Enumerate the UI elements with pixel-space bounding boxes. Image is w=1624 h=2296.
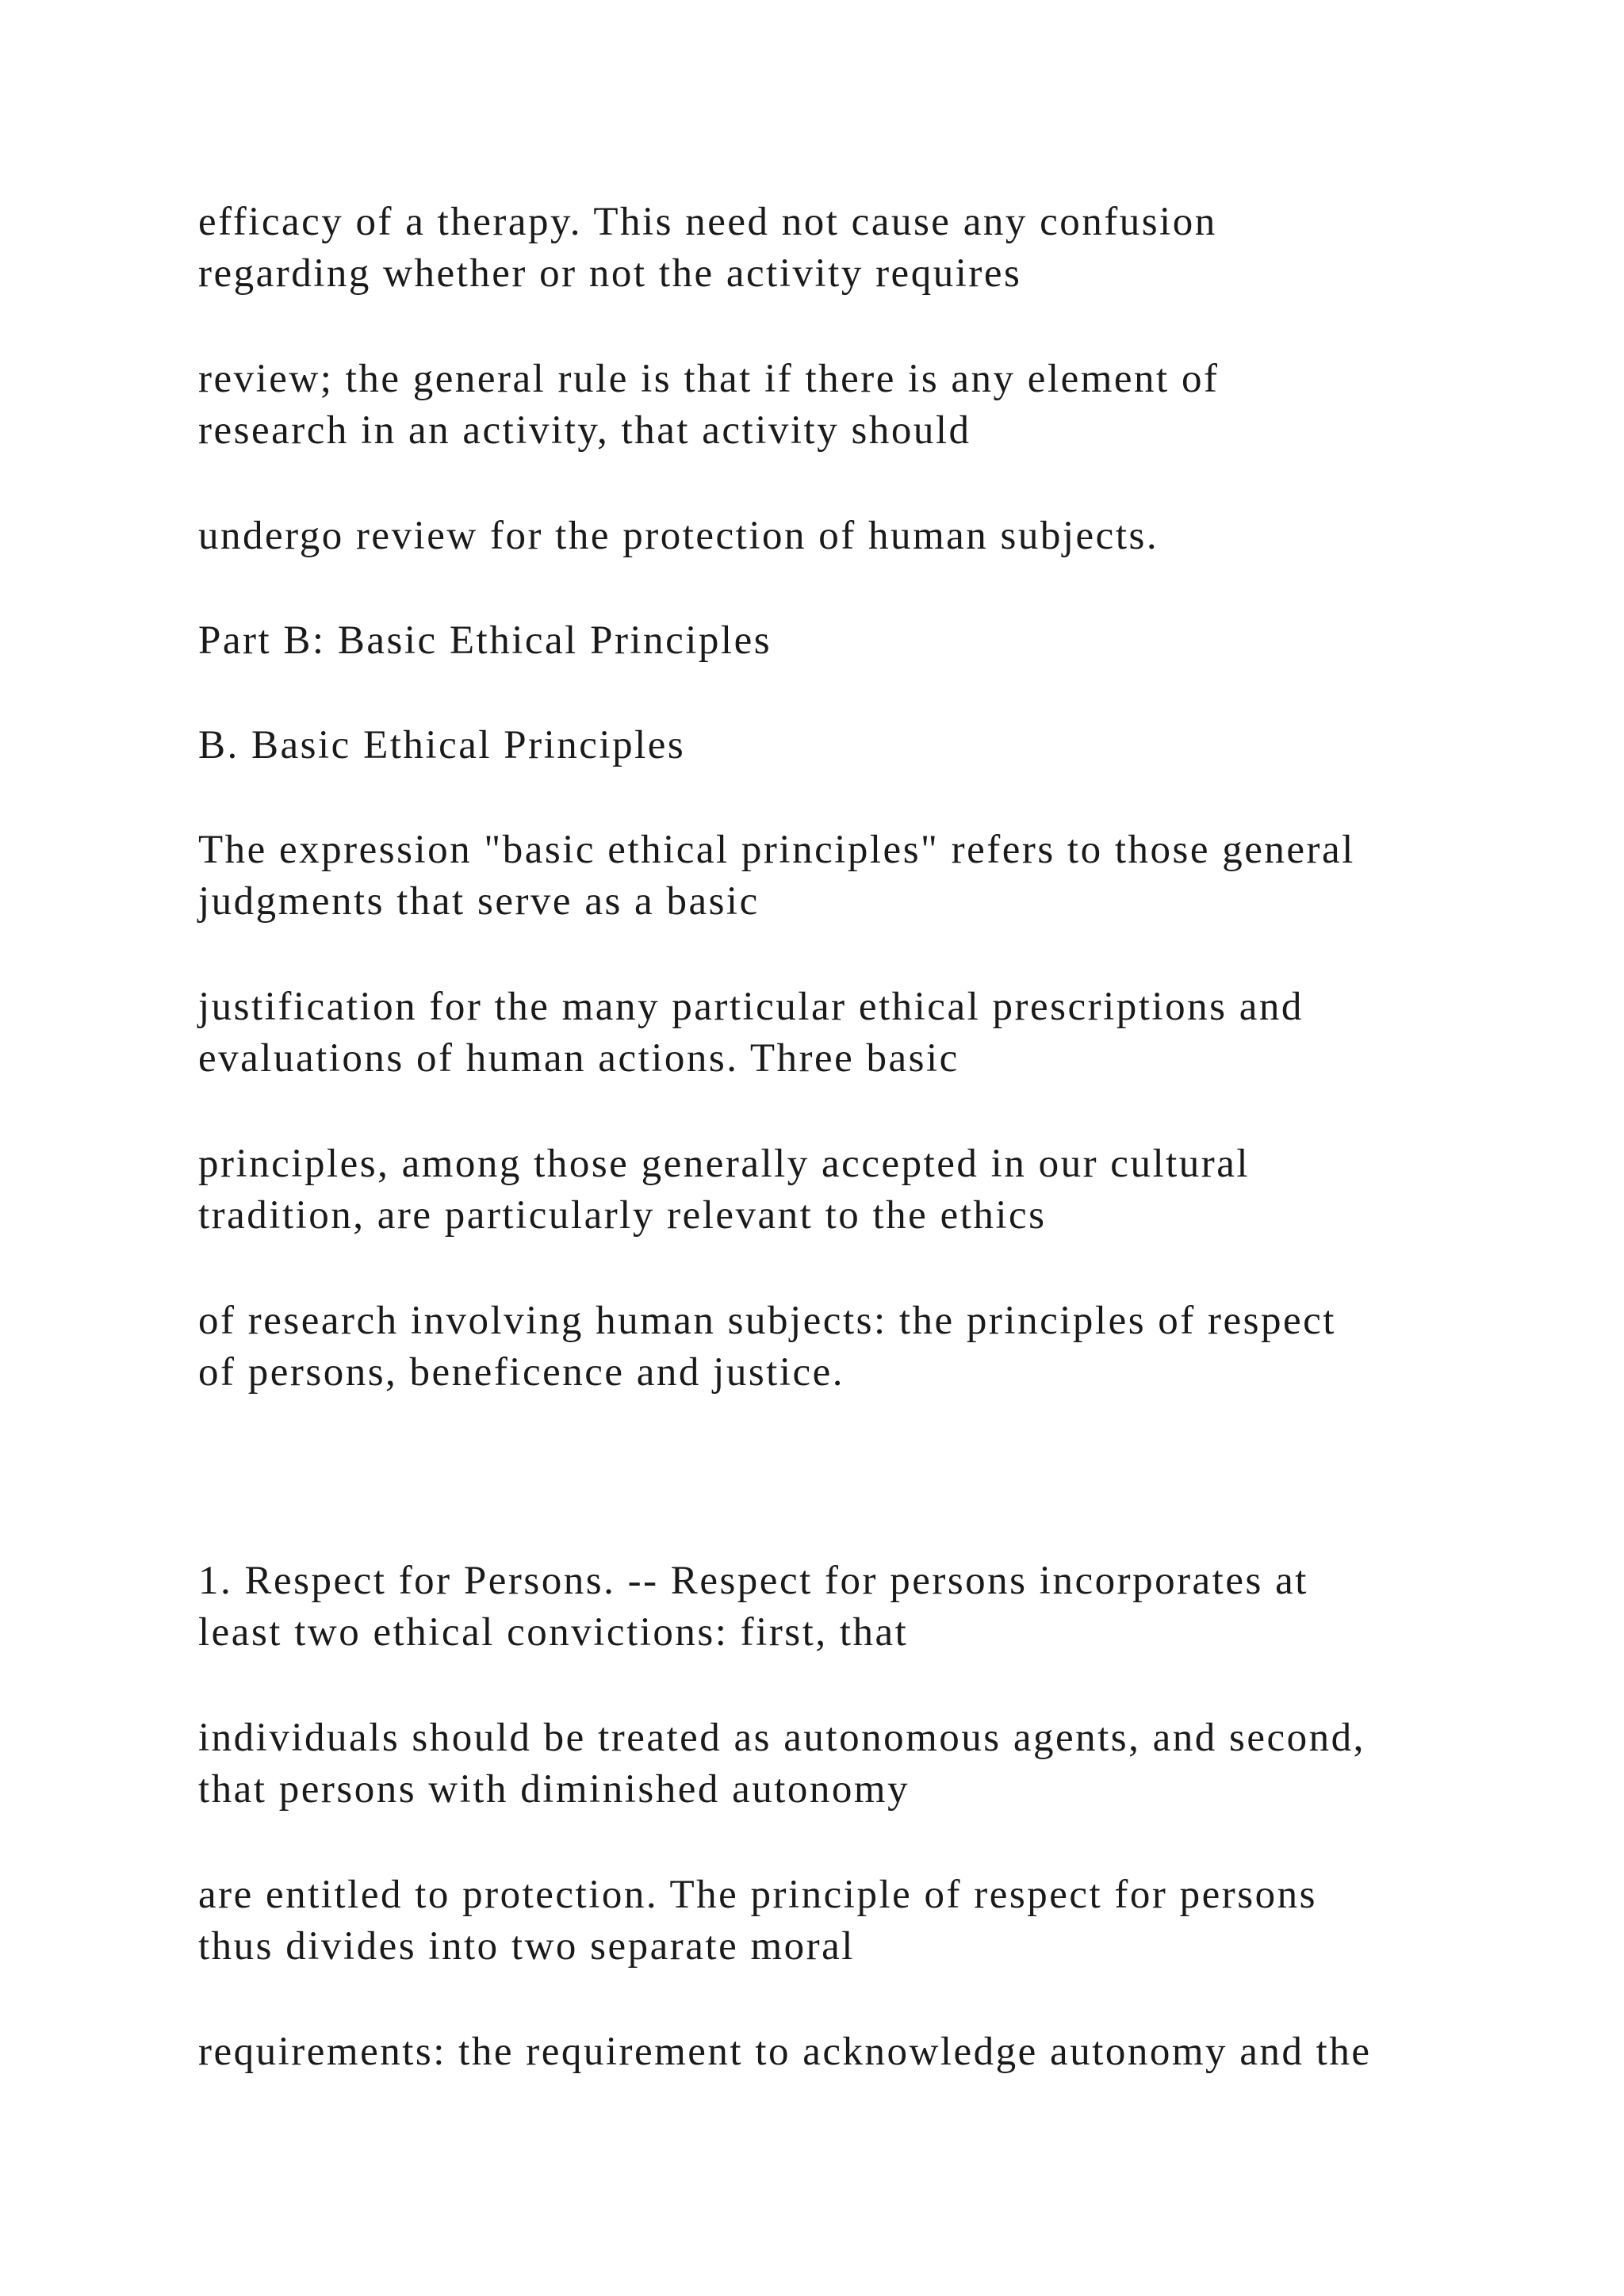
text-line: justification for the many particular ethical prescriptions and (198, 985, 1304, 1029)
paragraph (198, 825, 1546, 928)
section-heading (198, 720, 1546, 771)
text-line: of persons, beneficence and justice. (198, 1350, 845, 1395)
paragraph (198, 197, 1546, 300)
text-line: review; the general rule is that if there is any element of (198, 357, 1220, 401)
text-line: tradition, are particularly relevant to the ethics (198, 1193, 1047, 1238)
paragraph (198, 1295, 1546, 1399)
paragraph (198, 354, 1546, 457)
text-line: requirements: the requirement to acknowledge autonomy and the (198, 2030, 1372, 2074)
text-line: of research involving human subjects: the principles of respect (198, 1299, 1336, 1343)
text-line: undergo review for the protection of human subjects. (198, 514, 1159, 558)
text-line: 1. Respect for Persons. -- Respect for persons incorporates at (198, 1559, 1308, 1603)
paragraph (198, 511, 1546, 562)
paragraph (198, 982, 1546, 1085)
text-line: judgments that serve as a basic (198, 879, 760, 924)
paragraph (198, 2026, 1546, 2078)
text-line: evaluations of human actions. Three basic (198, 1036, 959, 1081)
text-line: individuals should be treated as autonomous agents, and second, (198, 1716, 1365, 1760)
text-line: least two ethical convictions: first, that (198, 1610, 909, 1655)
text-line: regarding whether or not the activity requires (198, 251, 1022, 296)
text-line: that persons with diminished autonomy (198, 1767, 910, 1812)
text-line: research in an activity, that activity should (198, 408, 971, 453)
text-line: are entitled to protection. The principle of respect for persons (198, 1873, 1317, 1917)
text-line: Part B: Basic Ethical Principles (198, 618, 772, 663)
paragraph (198, 1138, 1546, 1242)
text-line: B. Basic Ethical Principles (198, 723, 686, 767)
paragraph (198, 1869, 1546, 1973)
section-heading (198, 615, 1546, 667)
paragraph (198, 1712, 1546, 1816)
text-line: thus divides into two separate moral (198, 1924, 855, 1969)
paragraph (198, 1556, 1546, 1659)
text-line: The expression "basic ethical principles" refers to those general (198, 828, 1355, 872)
text-line: efficacy of a therapy. This need not cause any confusion (198, 200, 1217, 244)
text-line: principles, among those generally accepted in our cultural (198, 1142, 1251, 1186)
